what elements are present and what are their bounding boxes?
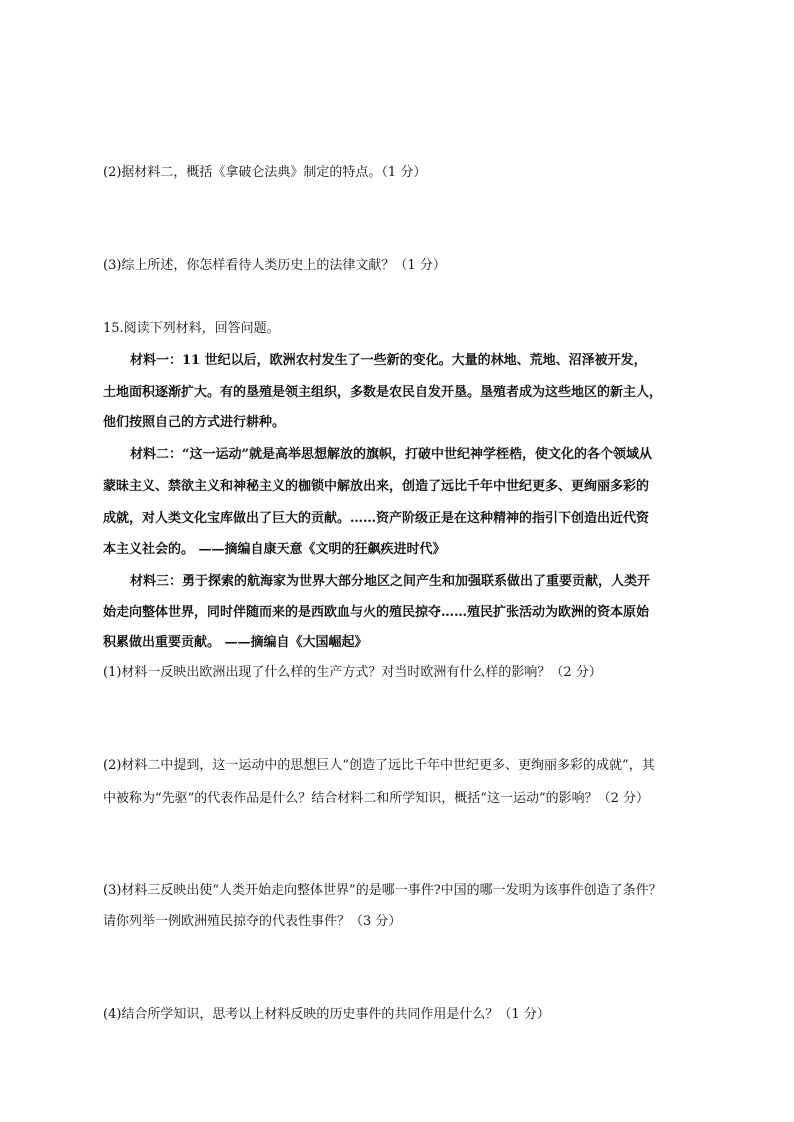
q15-question-2-line-1: (2)材料二中提到，这一运动中的思想巨人“创造了远比千年中世纪更多、更绚丽多彩的成就”，其 <box>103 758 655 773</box>
q14-sub3: (3)综上所述，你怎样看待人类历史上的法律文献？（1 分） <box>103 258 446 273</box>
q15-question-4: (4)结合所学知识，思考以上材料反映的历史事件的共同作用是什么？（1 分） <box>103 1007 550 1022</box>
material-3-line-1: 材料三：勇于探索的航海家为世界大部分地区之间产生和加强联系做出了重要贡献，人类开 <box>130 574 651 589</box>
material-1-line-3: 他们按照自己的方式进行耕种。 <box>103 415 286 430</box>
material-1-line-2: 土地面积逐渐扩大。有的垦殖是领主组织，多数是农民自发开垦。垦殖者成为这些地区的新主人， <box>103 385 663 400</box>
q15-question-3-line-1: (3)材料三反映出使“人类开始走向整体世界”的是哪一事件?中国的哪一发明为该事件创造了条件？ <box>103 883 662 898</box>
q15-question-3-line-2: 请你列举一例欧洲殖民掠夺的代表性事件？（3 分） <box>103 914 402 929</box>
q15-question-2-line-2: 中被称为“先驱”的代表作品是什么？结合材料二和所学知识，概括“这一运动”的影响？（2 分） <box>103 791 649 806</box>
material-3-line-2: 始走向整体世界，同时伴随而来的是西欧血与火的殖民掠夺……殖民扩张活动为欧洲的资本原始 <box>103 605 650 620</box>
material-3-line-3: 积累做出重要贡献。 ——摘编自《大国崛起》 <box>103 635 368 650</box>
material-2-line-1: 材料二：“这一运动”就是高举思想解放的旗帜，打破中世纪神学桎梏，使文化的各个领域从 <box>130 447 652 462</box>
material-2-line-3: 成就，对人类文化宝库做出了巨大的贡献。……资产阶级正是在这种精神的指引下创造出近代资 <box>103 511 650 526</box>
q15-heading: 15.阅读下列材料，回答问题。 <box>103 321 280 336</box>
material-2-line-2: 蒙昧主义、禁欲主义和神秘主义的枷锁中解放出来，创造了远比千年中世纪更多、更绚丽多彩的 <box>103 479 650 494</box>
material-2-line-4: 本主义社会的。 ——摘编自康天意《文明的狂飙疾进时代》 <box>103 542 446 557</box>
q14-sub2: (2)据材料二，概括《拿破仑法典》制定的特点。（1 分） <box>103 165 427 180</box>
q15-question-1: (1)材料一反映出欧洲出现了什么样的生产方式？对当时欧洲有什么样的影响？（2 分） <box>103 665 602 680</box>
material-1-line-1: 材料一：11 世纪以后，欧洲农村发生了一些新的变化。大量的林地、荒地、沼泽被开发， <box>130 353 647 368</box>
